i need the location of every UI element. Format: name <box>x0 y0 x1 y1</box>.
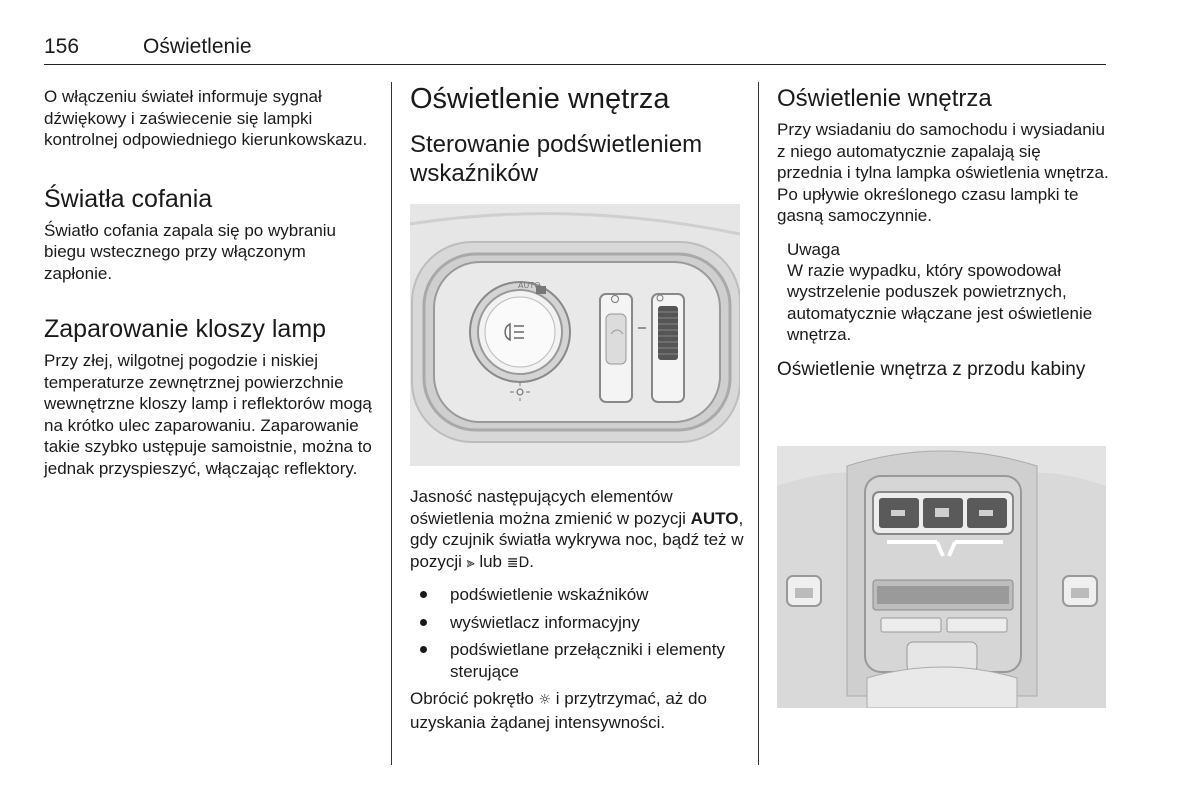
list-item: podświetlenie wskaźników <box>410 584 750 606</box>
light-switch-figure <box>410 204 740 466</box>
auto-position: AUTO <box>690 508 739 528</box>
header-rule <box>44 64 1106 65</box>
lamp-fogging-text: Przy złej, wilgotnej pogodzie i niskiej temperaturze zewnętrznej powierzchnie wewnętrzne kloszy lamp i reflektorów mogą na krótko ulec zaparowaniu. Zaparowanie takie szybko ustępuje samoistnie, można to jednak przyspieszyć, włączając reflektory. <box>44 351 372 478</box>
note-text: W razie wypadku, który spowodował wystrzelenie poduszek powietrznych, automatycznie włączane jest oświetlenie wnętrza. <box>787 260 1093 344</box>
intro-paragraph: O włączeniu świateł informuje sygnał dźwiękowy i zaświecenie się lampki kontrolnej odpowiedniego kierunkowskazu. <box>44 87 368 149</box>
bullet-icon <box>420 619 427 626</box>
dimmer-instruction: Obrócić pokrętło ☼ i przytrzymać, aż do uzyskania żądanej intensywności. <box>410 689 707 732</box>
lamp-fogging-heading: Zaparowanie kloszy lamp <box>44 315 327 343</box>
brightness-text-3: lub <box>474 551 507 571</box>
light-switch-illustration <box>410 204 740 466</box>
column-3 <box>777 84 1109 382</box>
parking-light-icon: ⫸ <box>466 554 475 571</box>
bullet-icon <box>420 646 427 653</box>
note-title: Uwaga <box>787 239 840 259</box>
interior-lighting-heading: Oświetlenie wnętrza <box>410 83 670 115</box>
page-number: 156 <box>44 35 80 58</box>
brightness-text-2: , gdy czujnik światła wykrywa noc, bądź też w pozycji <box>410 508 744 571</box>
note-box <box>777 239 1109 346</box>
reverse-lights-heading: Światła cofania <box>44 184 213 213</box>
knob-auto-label: AUTO <box>518 281 541 290</box>
column-2-lower <box>410 486 750 733</box>
low-beam-icon: ≣D <box>506 554 530 571</box>
column-divider-2 <box>758 82 759 765</box>
list-item: podświetlane przełączniki i elementy sterujące <box>410 639 750 682</box>
bullet-icon <box>420 591 427 598</box>
reverse-lights-text: Światło cofania zapala się po wybraniu biegu wstecznego przy włączonym zapłonie. <box>44 220 337 283</box>
illumination-list <box>410 584 750 682</box>
interior-lighting-heading-2: Oświetlenie wnętrza <box>777 85 992 112</box>
brightness-paragraph <box>410 486 750 574</box>
front-interior-heading: Oświetlenie wnętrza z przodu kabiny <box>777 358 1086 380</box>
chapter-title: Oświetlenie <box>143 35 252 58</box>
column-divider-1 <box>391 82 392 765</box>
column-1 <box>44 86 376 479</box>
list-item: wyświetlacz informacyjny <box>410 612 750 634</box>
brightness-text-4: . <box>529 551 534 571</box>
front-interior-lamp-illustration <box>777 446 1106 708</box>
front-interior-lamp-figure <box>777 446 1106 708</box>
dimmer-icon: ☼ <box>538 692 552 708</box>
interior-lighting-text: Przy wsiadaniu do samochodu i wysiadaniu z niego automatycznie zapalają się przednia i tylna lampka oświetlenia wnętrza. Po upływie określonego czasu lampki te gasną samoczynnie. <box>777 120 1109 225</box>
brightness-text-1: Jasność następujących elementów oświetlenia można zmienić w pozycji <box>410 487 691 528</box>
instrument-illumination-heading: Sterowanie podświetleniem wskaźników <box>410 131 703 187</box>
column-2 <box>410 82 745 188</box>
